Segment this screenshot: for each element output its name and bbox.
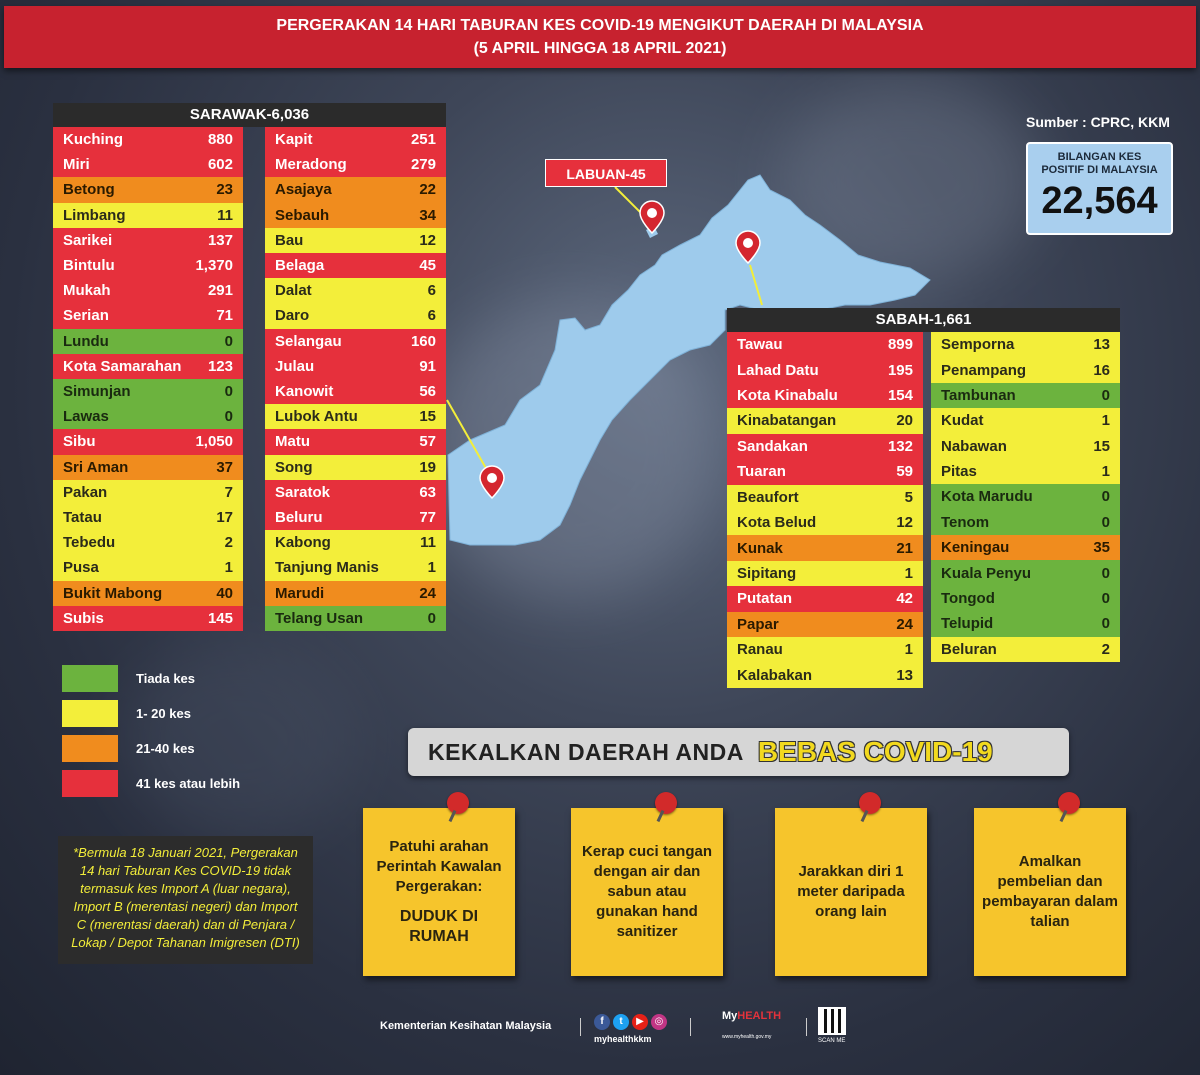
district-cases: 251	[410, 131, 436, 149]
district-name: Tambunan	[941, 386, 1016, 404]
instagram-icon[interactable]: ◎	[651, 1014, 667, 1030]
legend-label: 41 kes atau lebih	[136, 776, 241, 791]
district-row	[265, 152, 446, 177]
district-row	[53, 354, 243, 379]
district-name: Matu	[275, 433, 310, 451]
district-name: Sipitang	[737, 565, 797, 583]
pushpin-icon	[447, 792, 469, 814]
district-name: Pusa	[63, 559, 99, 577]
district-cases: 0	[1101, 615, 1110, 633]
district-row	[931, 357, 1120, 382]
district-row	[265, 530, 446, 555]
district-row	[931, 383, 1120, 408]
advice-card	[363, 808, 515, 976]
district-cases: 0	[1101, 564, 1110, 582]
district-row	[265, 278, 446, 303]
district-cases: 137	[207, 231, 233, 249]
district-cases: 23	[216, 181, 233, 199]
district-name: Kabong	[275, 534, 331, 552]
district-cases: 13	[896, 666, 913, 684]
pushpin-icon	[655, 792, 677, 814]
district-cases: 154	[887, 387, 913, 405]
advice-card	[571, 808, 723, 976]
district-cases: 899	[887, 336, 913, 354]
district-name: Sebauh	[275, 206, 330, 224]
district-row	[265, 253, 446, 278]
district-name: Saratok	[275, 483, 331, 501]
district-row	[53, 555, 243, 580]
district-row	[265, 228, 446, 253]
district-row	[53, 203, 243, 228]
district-row	[265, 555, 446, 580]
district-name: Bau	[275, 231, 304, 249]
district-name: Kota Belud	[737, 514, 817, 532]
legend-item	[62, 665, 195, 692]
district-row	[727, 663, 923, 688]
district-name: Tuaran	[737, 463, 786, 481]
twitter-icon[interactable]: t	[613, 1014, 629, 1030]
district-row	[53, 253, 243, 278]
district-cases: 0	[427, 609, 436, 627]
district-row	[727, 459, 923, 484]
district-cases: 1	[904, 565, 913, 583]
district-name: Tatau	[63, 509, 102, 527]
district-name: Subis	[63, 609, 104, 627]
labuan-label: LABUAN-45	[545, 159, 667, 187]
district-row	[53, 606, 243, 631]
title-line1: PERGERAKAN 14 HARI TABURAN KES COVID-19 MENGIKUT DAERAH DI MALAYSIA	[276, 17, 924, 34]
district-cases: 57	[419, 433, 436, 451]
district-cases: 145	[207, 609, 233, 627]
district-name: Kota Kinabalu	[737, 387, 838, 405]
district-row	[931, 459, 1120, 484]
myhealth-website: www.myhealth.gov.my	[722, 1034, 772, 1040]
legend-label: 21-40 kes	[136, 741, 195, 756]
district-row	[931, 637, 1120, 662]
district-cases: 160	[410, 332, 436, 350]
footer-divider	[690, 1018, 691, 1036]
advice-text: Kerap cuci tangan dengan air dan sabun atau gunakan hand sanitizer	[581, 843, 713, 940]
footnote: *Bermula 18 Januari 2021, Pergerakan 14 hari Taburan Kes COVID-19 tidak termasuk kes Import A (luar negara), Import B (merentasi negeri) dan Import C (merentasi daerah) dan di Penjara / Lokap / Depot Tahanan Imigresen (DTI)	[58, 836, 313, 964]
youtube-icon[interactable]: ▶	[632, 1014, 648, 1030]
district-name: Miri	[63, 156, 90, 174]
district-name: Lahad Datu	[737, 361, 819, 379]
district-row	[727, 434, 923, 459]
district-row	[53, 228, 243, 253]
district-cases: 1	[1101, 412, 1110, 430]
district-row	[727, 637, 923, 662]
legend-item	[62, 770, 240, 797]
district-row	[727, 612, 923, 637]
district-row	[727, 408, 923, 433]
legend-item	[62, 700, 191, 727]
district-cases: 59	[896, 463, 913, 481]
district-name: Sarikei	[63, 231, 113, 249]
district-row	[53, 581, 243, 606]
district-name: Kuching	[63, 131, 123, 149]
qr-label: SCAN ME	[818, 1038, 846, 1044]
district-row	[53, 455, 243, 480]
district-row	[53, 303, 243, 328]
district-name: Kota Samarahan	[63, 357, 182, 375]
district-name: Selangau	[275, 332, 342, 350]
district-cases: 45	[419, 257, 436, 275]
legend-swatch	[62, 770, 118, 797]
district-row	[53, 127, 243, 152]
district-name: Kuala Penyu	[941, 564, 1032, 582]
district-cases: 602	[207, 156, 233, 174]
district-cases: 1,050	[195, 433, 233, 451]
source-label: Sumber : CPRC, KKM	[1026, 114, 1170, 130]
district-name: Marudi	[275, 584, 325, 602]
district-name: Lundu	[63, 332, 109, 350]
district-row	[931, 611, 1120, 636]
district-cases: 6	[427, 282, 436, 300]
district-cases: 0	[1101, 386, 1110, 404]
district-name: Lubok Antu	[275, 408, 358, 426]
district-cases: 2	[224, 534, 233, 552]
district-row	[931, 510, 1120, 535]
legend-swatch	[62, 665, 118, 692]
district-row	[53, 278, 243, 303]
district-name: Kapit	[275, 131, 313, 149]
district-name: Sibu	[63, 433, 96, 451]
district-cases: 6	[427, 307, 436, 325]
district-row	[53, 379, 243, 404]
district-cases: 21	[896, 539, 913, 557]
district-name: Kalabakan	[737, 666, 813, 684]
advice-text: Jarakkan diri 1 meter daripada orang lain	[797, 863, 905, 920]
district-row	[727, 332, 923, 357]
title-line2: (5 APRIL HINGGA 18 APRIL 2021)	[473, 40, 727, 57]
district-cases: 0	[224, 332, 233, 350]
pushpin-icon	[859, 792, 881, 814]
district-row	[931, 586, 1120, 611]
district-row	[265, 455, 446, 480]
district-name: Penampang	[941, 361, 1027, 379]
district-row	[931, 434, 1120, 459]
district-row	[727, 510, 923, 535]
district-name: Tanjung Manis	[275, 559, 379, 577]
district-row	[265, 581, 446, 606]
district-name: Bukit Mabong	[63, 584, 163, 602]
district-row	[53, 177, 243, 202]
district-name: Pitas	[941, 463, 977, 481]
district-name: Tebedu	[63, 534, 116, 552]
district-cases: 71	[216, 307, 233, 325]
district-row	[265, 505, 446, 530]
district-cases: 1	[427, 559, 436, 577]
district-row	[53, 404, 243, 429]
legend-swatch	[62, 735, 118, 762]
district-cases: 1,370	[195, 257, 233, 275]
myhealth-prefix: My	[722, 1010, 738, 1022]
myhealth-text: HEALTH	[737, 1010, 782, 1022]
district-cases: 0	[1101, 513, 1110, 531]
district-cases: 24	[896, 615, 913, 633]
district-name: Daro	[275, 307, 310, 325]
district-row	[931, 560, 1120, 585]
legend-label: Tiada kes	[136, 671, 196, 686]
district-name: Serian	[63, 307, 109, 325]
district-name: Beaufort	[737, 488, 799, 506]
district-cases: 132	[887, 437, 913, 455]
district-cases: 42	[896, 590, 913, 608]
district-row	[265, 203, 446, 228]
legend-item	[62, 735, 195, 762]
total-value: 22,564	[1041, 180, 1158, 222]
district-cases: 24	[419, 584, 436, 602]
district-cases: 2	[1101, 640, 1110, 658]
district-name: Tenom	[941, 513, 990, 531]
district-cases: 37	[216, 458, 233, 476]
district-cases: 279	[410, 156, 436, 174]
district-name: Telupid	[941, 615, 994, 633]
district-row	[727, 535, 923, 560]
district-cases: 5	[904, 488, 913, 506]
district-name: Lawas	[63, 408, 109, 426]
advice-emphasis: DUDUK DI RUMAH	[399, 908, 479, 945]
district-cases: 0	[1101, 488, 1110, 506]
district-name: Asajaya	[275, 181, 332, 199]
district-name: Kota Marudu	[941, 488, 1033, 506]
district-name: Limbang	[63, 206, 126, 224]
footer-divider	[580, 1018, 581, 1036]
district-cases: 1	[224, 559, 233, 577]
map-pin-icon	[640, 201, 664, 233]
district-row	[265, 127, 446, 152]
district-name: Meradong	[275, 156, 347, 174]
district-cases: 15	[1093, 437, 1110, 455]
district-name: Keningau	[941, 539, 1010, 557]
social-handle: myhealthkkm	[594, 1034, 652, 1044]
district-row	[727, 561, 923, 586]
district-cases: 91	[419, 357, 436, 375]
district-name: Belaga	[275, 257, 325, 275]
district-name: Betong	[63, 181, 115, 199]
total-label-line1: BILANGAN KES	[1057, 151, 1142, 163]
district-cases: 12	[419, 231, 436, 249]
ministry-label: Kementerian Kesihatan Malaysia	[380, 1020, 552, 1032]
district-cases: 0	[224, 383, 233, 401]
district-cases: 0	[224, 408, 233, 426]
district-row	[53, 152, 243, 177]
advice-card	[775, 808, 927, 976]
district-name: Sandakan	[737, 437, 808, 455]
advice-text: Amalkan pembelian dan pembayaran dalam talian	[982, 853, 1118, 930]
district-cases: 0	[1101, 590, 1110, 608]
district-row	[727, 383, 923, 408]
district-name: Song	[275, 458, 313, 476]
district-cases: 291	[207, 282, 233, 300]
district-row	[265, 606, 446, 631]
district-cases: 11	[217, 206, 233, 224]
slogan-part2: BEBAS COVID-19	[757, 736, 993, 767]
district-name: Tongod	[941, 590, 995, 608]
footer-divider	[806, 1018, 807, 1036]
district-cases: 19	[419, 458, 436, 476]
district-name: Beluran	[941, 640, 997, 658]
total-cases-box	[1026, 142, 1173, 235]
district-name: Semporna	[941, 336, 1015, 354]
slogan-part1: KEKALKAN DAERAH ANDA	[428, 738, 744, 765]
district-row	[931, 484, 1120, 509]
district-cases: 123	[207, 357, 233, 375]
sabah-header: SABAH-1,661	[727, 308, 1120, 332]
district-cases: 1	[1101, 463, 1110, 481]
district-name: Papar	[737, 615, 779, 633]
district-row	[931, 535, 1120, 560]
district-name: Mukah	[63, 282, 111, 300]
district-name: Putatan	[737, 590, 793, 608]
district-cases: 17	[216, 509, 233, 527]
district-row	[53, 530, 243, 555]
district-cases: 34	[419, 206, 436, 224]
district-name: Bintulu	[63, 257, 115, 275]
advice-card	[974, 808, 1126, 976]
district-row	[53, 329, 243, 354]
district-row	[53, 505, 243, 530]
district-row	[265, 329, 446, 354]
district-row	[265, 480, 446, 505]
district-name: Simunjan	[63, 383, 131, 401]
district-cases: 56	[419, 383, 436, 401]
district-name: Nabawan	[941, 437, 1007, 455]
district-name: Kudat	[941, 412, 984, 430]
district-cases: 15	[419, 408, 436, 426]
district-cases: 35	[1093, 539, 1110, 557]
district-row	[265, 354, 446, 379]
district-name: Dalat	[275, 282, 312, 300]
district-cases: 63	[419, 483, 436, 501]
legend-swatch	[62, 700, 118, 727]
slogan-banner	[408, 728, 1069, 776]
district-name: Julau	[275, 357, 315, 375]
sarawak-header: SARAWAK-6,036	[53, 103, 446, 127]
pushpin-icon	[1058, 792, 1080, 814]
district-name: Kunak	[737, 539, 783, 557]
district-row	[265, 404, 446, 429]
district-row	[931, 408, 1120, 433]
district-cases: 13	[1093, 336, 1110, 354]
district-cases: 12	[896, 514, 913, 532]
district-cases: 880	[207, 131, 233, 149]
district-cases: 77	[419, 509, 436, 527]
district-row	[727, 357, 923, 382]
district-name: Kanowit	[275, 383, 334, 401]
district-row	[931, 332, 1120, 357]
district-cases: 20	[896, 412, 913, 430]
district-cases: 195	[887, 361, 913, 379]
social-icons	[594, 1014, 667, 1030]
district-cases: 1	[904, 641, 913, 659]
district-name: Telang Usan	[275, 609, 364, 627]
district-name: Kinabatangan	[737, 412, 837, 430]
district-cases: 11	[420, 534, 436, 552]
total-label-line2: POSITIF DI MALAYSIA	[1041, 164, 1158, 176]
district-name: Ranau	[737, 641, 783, 659]
qr-code-icon[interactable]	[818, 1007, 846, 1035]
district-cases: 22	[419, 181, 436, 199]
district-cases: 7	[224, 483, 233, 501]
district-row	[727, 586, 923, 611]
district-name: Beluru	[275, 509, 323, 527]
myhealth-logo	[722, 1010, 781, 1040]
district-row	[265, 177, 446, 202]
district-cases: 40	[216, 584, 233, 602]
total-label	[1028, 151, 1171, 177]
district-row	[53, 429, 243, 454]
district-row	[53, 480, 243, 505]
district-row	[265, 303, 446, 328]
district-name: Sri Aman	[63, 458, 129, 476]
facebook-icon[interactable]: f	[594, 1014, 610, 1030]
district-row	[265, 429, 446, 454]
district-cases: 16	[1093, 361, 1110, 379]
district-row	[727, 485, 923, 510]
advice-text: Patuhi arahan Perintah Kawalan Pergerakan:	[376, 838, 502, 895]
district-name: Tawau	[737, 336, 783, 354]
legend-label: 1- 20 kes	[136, 706, 191, 721]
district-name: Pakan	[63, 483, 108, 501]
district-row	[265, 379, 446, 404]
